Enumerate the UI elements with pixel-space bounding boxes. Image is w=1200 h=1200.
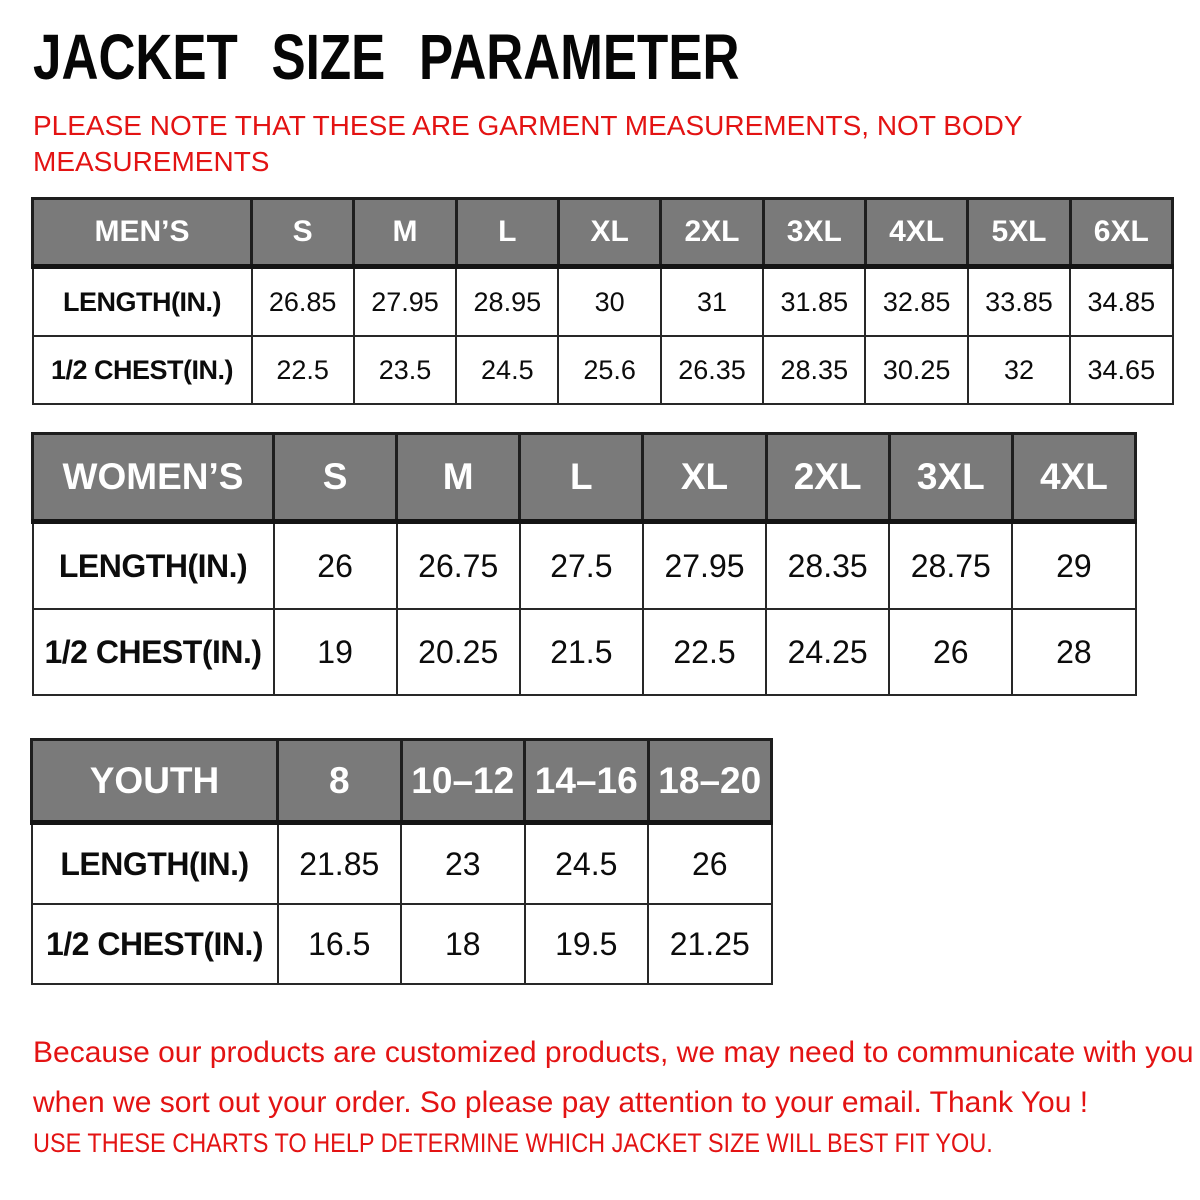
mens-table-title: MEN’S (33, 199, 252, 267)
size-column-header: 3XL (763, 199, 865, 267)
table-row (33, 522, 1136, 610)
size-value-cell: 20.25 (397, 609, 520, 695)
size-value-cell: 28.35 (763, 336, 865, 404)
size-value-cell: 19.5 (525, 904, 649, 984)
size-value-cell: 33.85 (968, 267, 1070, 337)
size-value-cell: 34.65 (1070, 336, 1172, 404)
measurement-note (33, 108, 1023, 180)
size-value-cell: 34.85 (1070, 267, 1172, 337)
size-column-header: 18–20 (648, 740, 772, 823)
size-value-cell: 21.5 (520, 609, 643, 695)
size-column-header: 10–12 (401, 740, 525, 823)
size-value-cell: 28.75 (889, 522, 1012, 610)
table-row (32, 904, 772, 984)
size-value-cell: 29 (1012, 522, 1135, 610)
size-value-cell: 28 (1012, 609, 1135, 695)
size-column-header: 6XL (1070, 199, 1172, 267)
size-value-cell: 19 (274, 609, 397, 695)
size-column-header: S (252, 199, 354, 267)
size-value-cell: 22.5 (643, 609, 766, 695)
size-value-cell: 32 (968, 336, 1070, 404)
size-column-header: 3XL (889, 434, 1012, 522)
size-column-header: 5XL (968, 199, 1070, 267)
size-value-cell: 28.35 (766, 522, 889, 610)
size-value-cell: 21.85 (278, 823, 402, 905)
size-value-cell: 18 (401, 904, 525, 984)
size-value-cell: 16.5 (278, 904, 402, 984)
size-column-header: XL (558, 199, 660, 267)
youth-table (30, 738, 773, 985)
size-value-cell: 26 (889, 609, 1012, 695)
size-value-cell: 31.85 (763, 267, 865, 337)
size-value-cell: 26 (274, 522, 397, 610)
size-column-header: 2XL (661, 199, 763, 267)
size-value-cell: 28.95 (456, 267, 558, 337)
size-value-cell: 23.5 (354, 336, 456, 404)
size-column-header: 4XL (865, 199, 967, 267)
size-column-header: M (354, 199, 456, 267)
size-value-cell: 27.95 (354, 267, 456, 337)
size-table-womens (31, 432, 1137, 696)
table-header-row (32, 740, 772, 823)
page-title: JACKET SIZE PARAMETER (33, 21, 740, 93)
size-value-cell: 25.6 (558, 336, 660, 404)
footer-communication-line-1: Because our products are customized products, we may need to communicate with you (33, 1036, 1194, 1069)
size-column-header: L (520, 434, 643, 522)
table-row (33, 609, 1136, 695)
size-value-cell: 31 (661, 267, 763, 337)
size-column-header: 8 (278, 740, 402, 823)
row-label-cell: LENGTH(IN.) (33, 522, 274, 610)
footer-communication-line-2: when we sort out your order. So please pay attention to your email. Thank You ! (33, 1086, 1089, 1120)
size-value-cell: 30 (558, 267, 660, 337)
womens-table (31, 432, 1137, 696)
size-column-header: L (456, 199, 558, 267)
size-value-cell: 30.25 (865, 336, 967, 404)
measurement-note-line-1: PLEASE NOTE THAT THESE ARE GARMENT MEASUREMENTS, NOT BODY (33, 110, 1023, 141)
mens-table (31, 197, 1174, 405)
row-label-cell: 1/2 CHEST(IN.) (33, 609, 274, 695)
size-value-cell: 26.85 (252, 267, 354, 337)
table-row (33, 336, 1173, 404)
row-label-cell: 1/2 CHEST(IN.) (32, 904, 278, 984)
size-value-cell: 26.35 (661, 336, 763, 404)
table-header-row (33, 434, 1136, 522)
footer-usage-note: USE THESE CHARTS TO HELP DETERMINE WHICH JACKET SIZE WILL BEST FIT YOU. (33, 1128, 993, 1158)
size-value-cell: 22.5 (252, 336, 354, 404)
size-column-header: M (397, 434, 520, 522)
row-label-cell: LENGTH(IN.) (32, 823, 278, 905)
size-value-cell: 26 (648, 823, 772, 905)
table-header-row (33, 199, 1173, 267)
youth-table-title: YOUTH (32, 740, 278, 823)
size-value-cell: 24.5 (456, 336, 558, 404)
size-column-header: 14–16 (525, 740, 649, 823)
size-column-header: XL (643, 434, 766, 522)
size-column-header: 4XL (1012, 434, 1135, 522)
size-value-cell: 27.5 (520, 522, 643, 610)
footer-communication-note (33, 1028, 1194, 1129)
size-table-youth (30, 738, 773, 985)
row-label-cell: 1/2 CHEST(IN.) (33, 336, 252, 404)
measurement-note-line-2: MEASUREMENTS (33, 145, 270, 177)
table-row (33, 267, 1173, 337)
size-value-cell: 21.25 (648, 904, 772, 984)
table-row (32, 823, 772, 905)
womens-table-title: WOMEN’S (33, 434, 274, 522)
size-value-cell: 26.75 (397, 522, 520, 610)
size-value-cell: 32.85 (865, 267, 967, 337)
row-label-cell: LENGTH(IN.) (33, 267, 252, 337)
size-value-cell: 24.25 (766, 609, 889, 695)
size-value-cell: 23 (401, 823, 525, 905)
size-value-cell: 24.5 (525, 823, 649, 905)
size-column-header: 2XL (766, 434, 889, 522)
size-table-mens (31, 197, 1174, 405)
size-column-header: S (274, 434, 397, 522)
size-value-cell: 27.95 (643, 522, 766, 610)
